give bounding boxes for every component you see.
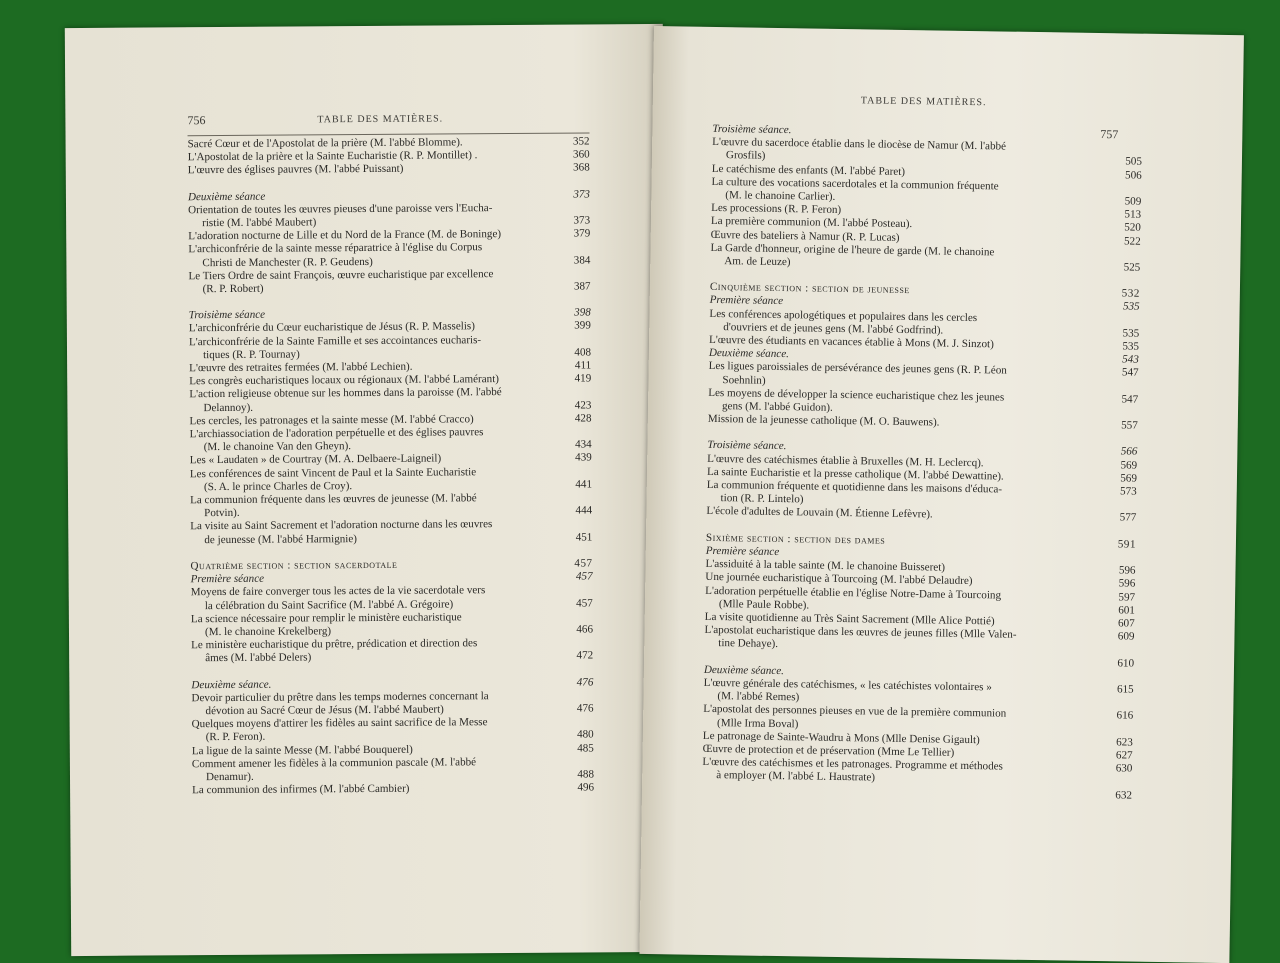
entry-title: L'Apostolat de la prière et la Sainte Eucharistie (R. P. Montillet) . bbox=[188, 149, 560, 165]
entry-title: Moyens de faire converger tous les actes de la vie sacerdotale vers bbox=[191, 584, 563, 600]
entry-title: Mission de la jeunesse catholique (M. O. Bauwens). bbox=[708, 413, 1108, 432]
entry-title: Potvin). bbox=[204, 505, 562, 521]
entry-title: Delannoy). bbox=[203, 399, 561, 415]
toc-entry bbox=[192, 782, 594, 798]
entry-page-number: 573 bbox=[1107, 485, 1137, 499]
entry-page-number: 434 bbox=[562, 439, 592, 452]
entry-page-number: 627 bbox=[1102, 749, 1132, 763]
entry-title: La communion fréquente et quotidienne dans les maisons d'éduca- bbox=[707, 479, 1107, 498]
entry-title: Quatrième section : section sacerdotale bbox=[190, 558, 562, 574]
entry-title: Christi de Manchester (R. P. Geudens) bbox=[202, 254, 560, 270]
entry-page-number: 476 bbox=[563, 676, 593, 689]
entry-page-number: 379 bbox=[560, 228, 590, 241]
entry-title: Quelques moyens d'attirer les fidèles au saint sacrifice de la Messe bbox=[192, 716, 564, 732]
entry-page-number: 472 bbox=[563, 650, 593, 663]
entry-title: Troisième séance. bbox=[707, 439, 1107, 458]
entry-page-number: 373 bbox=[560, 188, 590, 201]
entry-title: L'œuvre des catéchismes établie à Bruxelles (M. H. Leclercq). bbox=[707, 453, 1107, 472]
entry-page-number: 428 bbox=[561, 412, 591, 425]
entry-title: (M. le chanoine Krekelberg) bbox=[205, 624, 563, 640]
entry-title: Le catéchisme des enfants (M. l'abbé Paret) bbox=[712, 163, 1112, 182]
entry-page-number: 623 bbox=[1103, 736, 1133, 750]
right-page bbox=[639, 26, 1244, 963]
entry-title bbox=[716, 796, 1102, 802]
entry-page-number: 496 bbox=[564, 782, 594, 795]
toc-entry bbox=[188, 162, 590, 178]
entry-page-number: 423 bbox=[561, 399, 591, 412]
entry-title: Denamur). bbox=[206, 769, 564, 785]
entry-page-number: 547 bbox=[1108, 393, 1138, 407]
entry-title: tion (R. P. Lintelo) bbox=[720, 492, 1106, 511]
entry-title: tiques (R. P. Tournay) bbox=[203, 346, 561, 362]
entry-page-number: 480 bbox=[564, 729, 594, 742]
entry-title: L'œuvre des étudiants en vacances établie à Mons (M. J. Sinzot) bbox=[709, 334, 1109, 353]
entry-page-number: 609 bbox=[1104, 630, 1134, 644]
entry-title: Les congrès eucharistiques locaux ou régionaux (M. l'abbé Lamérant) bbox=[189, 373, 561, 389]
entry-page-number: 610 bbox=[1104, 657, 1134, 671]
entry-title: Le patronage de Sainte-Waudru à Mons (Mlle Denise Gigault) bbox=[703, 730, 1103, 749]
entry-page-number: 457 bbox=[563, 597, 593, 610]
entry-title: (R. P. Robert) bbox=[203, 281, 561, 297]
entry-title: Le Tiers Ordre de saint François, œuvre eucharistique par excellence bbox=[188, 267, 560, 283]
entry-page-number: 488 bbox=[564, 768, 594, 781]
entry-page-number: 577 bbox=[1106, 512, 1136, 526]
entry-page-number: 591 bbox=[1106, 538, 1136, 552]
entry-title: tine Dehaye). bbox=[718, 637, 1104, 656]
entry-title: la célébration du Saint Sacrifice (M. l'abbé A. Grégoire) bbox=[205, 597, 563, 613]
entry-title: L'œuvre des églises pauvres (M. l'abbé Puissant) bbox=[188, 162, 560, 178]
entry-title: L'archiconfrérie de la Sainte Famille et ses accointances eucharis- bbox=[189, 333, 561, 349]
entry-title: (M. le chanoine Carlier). bbox=[725, 189, 1111, 208]
entry-title: Deuxième séance bbox=[188, 188, 560, 204]
entry-title: La visite au Saint Sacrement et l'adoration nocturne dans les œuvres bbox=[190, 518, 562, 534]
entry-title: (Mlle Irma Boval) bbox=[717, 717, 1103, 736]
entry-title: La Garde d'honneur, origine de l'heure de garde (M. le chanoine bbox=[710, 242, 1110, 261]
entry-title: (S. A. le prince Charles de Croy). bbox=[204, 479, 562, 495]
entry-title: d'ouvriers et de jeunes gens (M. l'abbé Godfrind). bbox=[723, 321, 1109, 340]
entry-page-number: 520 bbox=[1111, 222, 1141, 236]
toc-entry bbox=[189, 280, 591, 296]
open-book bbox=[58, 26, 1253, 956]
entry-title: Une journée eucharistique à Tourcoing (M. l'abbé Delaudre) bbox=[705, 571, 1105, 590]
entry-title: L'œuvre des catéchismes et les patronages. Programme et méthodes bbox=[702, 756, 1102, 775]
entry-page-number: 451 bbox=[562, 531, 592, 544]
entry-page-number: 485 bbox=[564, 742, 594, 755]
entry-page-number: 513 bbox=[1111, 208, 1141, 222]
entry-title: Soehnlin) bbox=[722, 374, 1108, 393]
entry-page-number: 476 bbox=[563, 702, 593, 715]
entry-title: La première communion (M. l'abbé Posteau). bbox=[711, 215, 1111, 234]
entry-title: L'archiassociation de l'adoration perpétuelle et des églises pauvres bbox=[190, 426, 562, 442]
entry-title: Sacré Cœur et de l'Apostolat de la prière (M. l'abbé Blomme). bbox=[188, 136, 560, 152]
entry-title: Les processions (R. P. Feron) bbox=[711, 202, 1111, 221]
page-number: 756 bbox=[187, 113, 205, 128]
entry-page-number: 373 bbox=[560, 214, 590, 227]
entry-title: Première séance bbox=[710, 294, 1110, 313]
entry-page-number: 505 bbox=[1112, 156, 1142, 170]
entry-page-number: 444 bbox=[562, 505, 592, 518]
entry-page-number: 566 bbox=[1107, 446, 1137, 460]
entry-page-number: 457 bbox=[562, 557, 592, 570]
entry-title: L'école d'adultes de Louvain (M. Étienne Lefèvre). bbox=[706, 505, 1106, 524]
entry-title: dévotion au Sacré Cœur de Jésus (M. l'abbé Maubert) bbox=[205, 703, 563, 719]
entry-page-number: 408 bbox=[561, 346, 591, 359]
entry-page-number: 439 bbox=[562, 452, 592, 465]
entry-title: (M. le chanoine Van den Gheyn). bbox=[204, 439, 562, 455]
entry-title: Troisième séance bbox=[189, 307, 561, 323]
entry-page-number: 360 bbox=[560, 149, 590, 162]
entry-page-number: 596 bbox=[1105, 577, 1135, 591]
entry-page-number: 630 bbox=[1102, 762, 1132, 776]
running-head: TABLE DES MATIÈRES. bbox=[317, 113, 443, 125]
entry-title: Sixième section : section des dames bbox=[706, 532, 1106, 551]
entry-title: La science nécessaire pour remplir le ministère eucharistique bbox=[191, 610, 563, 626]
entry-title: L'archiconfrérie de la sainte messe réparatrice à l'église du Corpus bbox=[188, 241, 560, 257]
entry-title: L'adoration perpétuelle établie en l'église Notre-Dame à Tourcoing bbox=[705, 584, 1105, 603]
page-number: 757 bbox=[1100, 127, 1118, 142]
entry-title: Œuvre des bateliers à Namur (R. P. Lucas) bbox=[711, 229, 1111, 248]
entry-title: La ligue de la sainte Messe (M. l'abbé Bouquerel) bbox=[192, 742, 564, 758]
entry-page-number: 384 bbox=[560, 254, 590, 267]
entry-title: Deuxième séance. bbox=[191, 676, 563, 692]
entry-page-number: 616 bbox=[1103, 709, 1133, 723]
entry-page-number: 596 bbox=[1105, 564, 1135, 578]
entry-title: Grosfils) bbox=[726, 150, 1112, 169]
entry-page-number: 547 bbox=[1108, 367, 1138, 381]
entry-title: L'œuvre du sacerdoce établie dans le diocèse de Namur (M. l'abbé bbox=[712, 136, 1112, 155]
entry-title: L'assiduité à la table sainte (M. le chanoine Buisseret) bbox=[705, 558, 1105, 577]
table-of-contents bbox=[188, 132, 595, 797]
entry-title: Les ligues paroissiales de persévérance des jeunes gens (R. P. Léon bbox=[709, 360, 1109, 379]
entry-page-number: 569 bbox=[1107, 459, 1137, 473]
entry-title: Première séance bbox=[191, 571, 563, 587]
entry-title: Troisième séance. bbox=[712, 123, 1112, 142]
entry-title: à employer (M. l'abbé L. Haustrate) bbox=[716, 769, 1102, 788]
entry-title: L'œuvre des retraites fermées (M. l'abbé Lechien). bbox=[189, 360, 561, 376]
entry-page-number: 607 bbox=[1105, 617, 1135, 631]
entry-page-number: 535 bbox=[1109, 327, 1139, 341]
entry-title: Les cercles, les patronages et la sainte messe (M. l'abbé Cracco) bbox=[189, 412, 561, 428]
toc-entry bbox=[190, 531, 592, 547]
entry-page-number: 509 bbox=[1111, 195, 1141, 209]
entry-page-number: 632 bbox=[1102, 789, 1132, 803]
toc-entry bbox=[191, 650, 593, 666]
entry-page-number: 387 bbox=[561, 280, 591, 293]
entry-title: Am. de Leuze) bbox=[724, 255, 1110, 274]
left-page bbox=[65, 24, 669, 956]
entry-title: L'apostolat eucharistique dans les œuvres de jeunes filles (Mlle Valen- bbox=[704, 624, 1104, 643]
entry-title: La sainte Eucharistie et la presse catholique (M. l'abbé Dewattine). bbox=[707, 466, 1107, 485]
entry-page-number: 457 bbox=[563, 571, 593, 584]
entry-title: L'action religieuse obtenue sur les hommes dans la paroisse (M. l'abbé bbox=[189, 386, 561, 402]
entry-page-number: 352 bbox=[560, 135, 590, 148]
entry-title: Œuvre de protection et de préservation (Mme Le Tellier) bbox=[703, 743, 1103, 762]
entry-title: La culture des vocations sacerdotales et la communion fréquente bbox=[711, 176, 1111, 195]
entry-title: gens (M. l'abbé Guidon). bbox=[722, 400, 1108, 419]
entry-page-number: 368 bbox=[560, 162, 590, 175]
entry-title: (Mlle Paule Robbe). bbox=[719, 598, 1105, 617]
entry-title: Deuxième séance. bbox=[709, 347, 1109, 366]
entry-page-number: 535 bbox=[1110, 301, 1140, 315]
entry-title: L'apostolat des personnes pieuses en vue de la première communion bbox=[703, 703, 1103, 722]
entry-page-number: 532 bbox=[1110, 287, 1140, 301]
entry-page-number: 525 bbox=[1110, 261, 1140, 275]
entry-page-number: 569 bbox=[1107, 472, 1137, 486]
entry-title: Les conférences apologétiques et populaires dans les cercles bbox=[709, 308, 1109, 327]
entry-title: Première séance bbox=[706, 545, 1106, 564]
entry-page-number: 466 bbox=[563, 623, 593, 636]
entry-title: de jeunesse (M. l'abbé Harmignie) bbox=[204, 531, 562, 547]
entry-page-number: 506 bbox=[1112, 169, 1142, 183]
entry-page-number: 597 bbox=[1105, 591, 1135, 605]
entry-page-number: 535 bbox=[1109, 340, 1139, 354]
entry-page-number: 543 bbox=[1109, 353, 1139, 367]
entry-page-number: 615 bbox=[1104, 683, 1134, 697]
entry-title: (M. l'abbé Remes) bbox=[717, 690, 1103, 709]
entry-title: ristie (M. l'abbé Maubert) bbox=[202, 215, 560, 231]
entry-page-number: 601 bbox=[1105, 604, 1135, 618]
entry-title: Deuxième séance. bbox=[704, 664, 1104, 683]
entry-title: L'œuvre générale des catéchismes, « les catéchistes volontaires » bbox=[704, 677, 1104, 696]
entry-title: Les conférences de saint Vincent de Paul et la Sainte Eucharistie bbox=[190, 465, 562, 481]
running-head: TABLE DES MATIÈRES. bbox=[861, 95, 987, 108]
entry-title: La communion des infirmes (M. l'abbé Cambier) bbox=[192, 782, 564, 798]
entry-title: âmes (M. l'abbé Delers) bbox=[205, 650, 563, 666]
entry-title: Le ministère eucharistique du prêtre, prédication et direction des bbox=[191, 637, 563, 653]
entry-page-number: 399 bbox=[561, 320, 591, 333]
entry-page-number: 398 bbox=[561, 307, 591, 320]
entry-title: La communion fréquente dans les œuvres de jeunesse (M. l'abbé bbox=[190, 492, 562, 508]
entry-title: (R. P. Feron). bbox=[206, 729, 564, 745]
entry-title: Les moyens de développer la science eucharistique chez les jeunes bbox=[708, 387, 1108, 406]
entry-title: Cinquième section : section de jeunesse bbox=[710, 281, 1110, 300]
entry-title: Comment amener les fidèles à la communion pascale (M. l'abbé bbox=[192, 755, 564, 771]
entry-page-number: 441 bbox=[562, 478, 592, 491]
entry-page-number: 557 bbox=[1108, 419, 1138, 433]
entry-title: Les « Laudaten » de Courtray (M. A. Delbaere-Laigneil) bbox=[190, 452, 562, 468]
entry-title: Orientation de toutes les œuvres pieuses d'une paroisse vers l'Eucha- bbox=[188, 201, 560, 217]
entry-title: L'adoration nocturne de Lille et du Nord de la France (M. de Boninge) bbox=[188, 228, 560, 244]
entry-page-number: 522 bbox=[1111, 235, 1141, 249]
entry-title: L'archiconfrérie du Cœur eucharistique de Jésus (R. P. Masselis) bbox=[189, 320, 561, 336]
entry-page-number: 419 bbox=[561, 373, 591, 386]
entry-title: Devoir particulier du prêtre dans les temps modernes concernant la bbox=[191, 689, 563, 705]
table-of-contents bbox=[702, 123, 1143, 802]
entry-page-number: 411 bbox=[561, 359, 591, 372]
entry-title: La visite quotidienne au Très Saint Sacrement (Mlle Alice Pottié) bbox=[705, 611, 1105, 630]
